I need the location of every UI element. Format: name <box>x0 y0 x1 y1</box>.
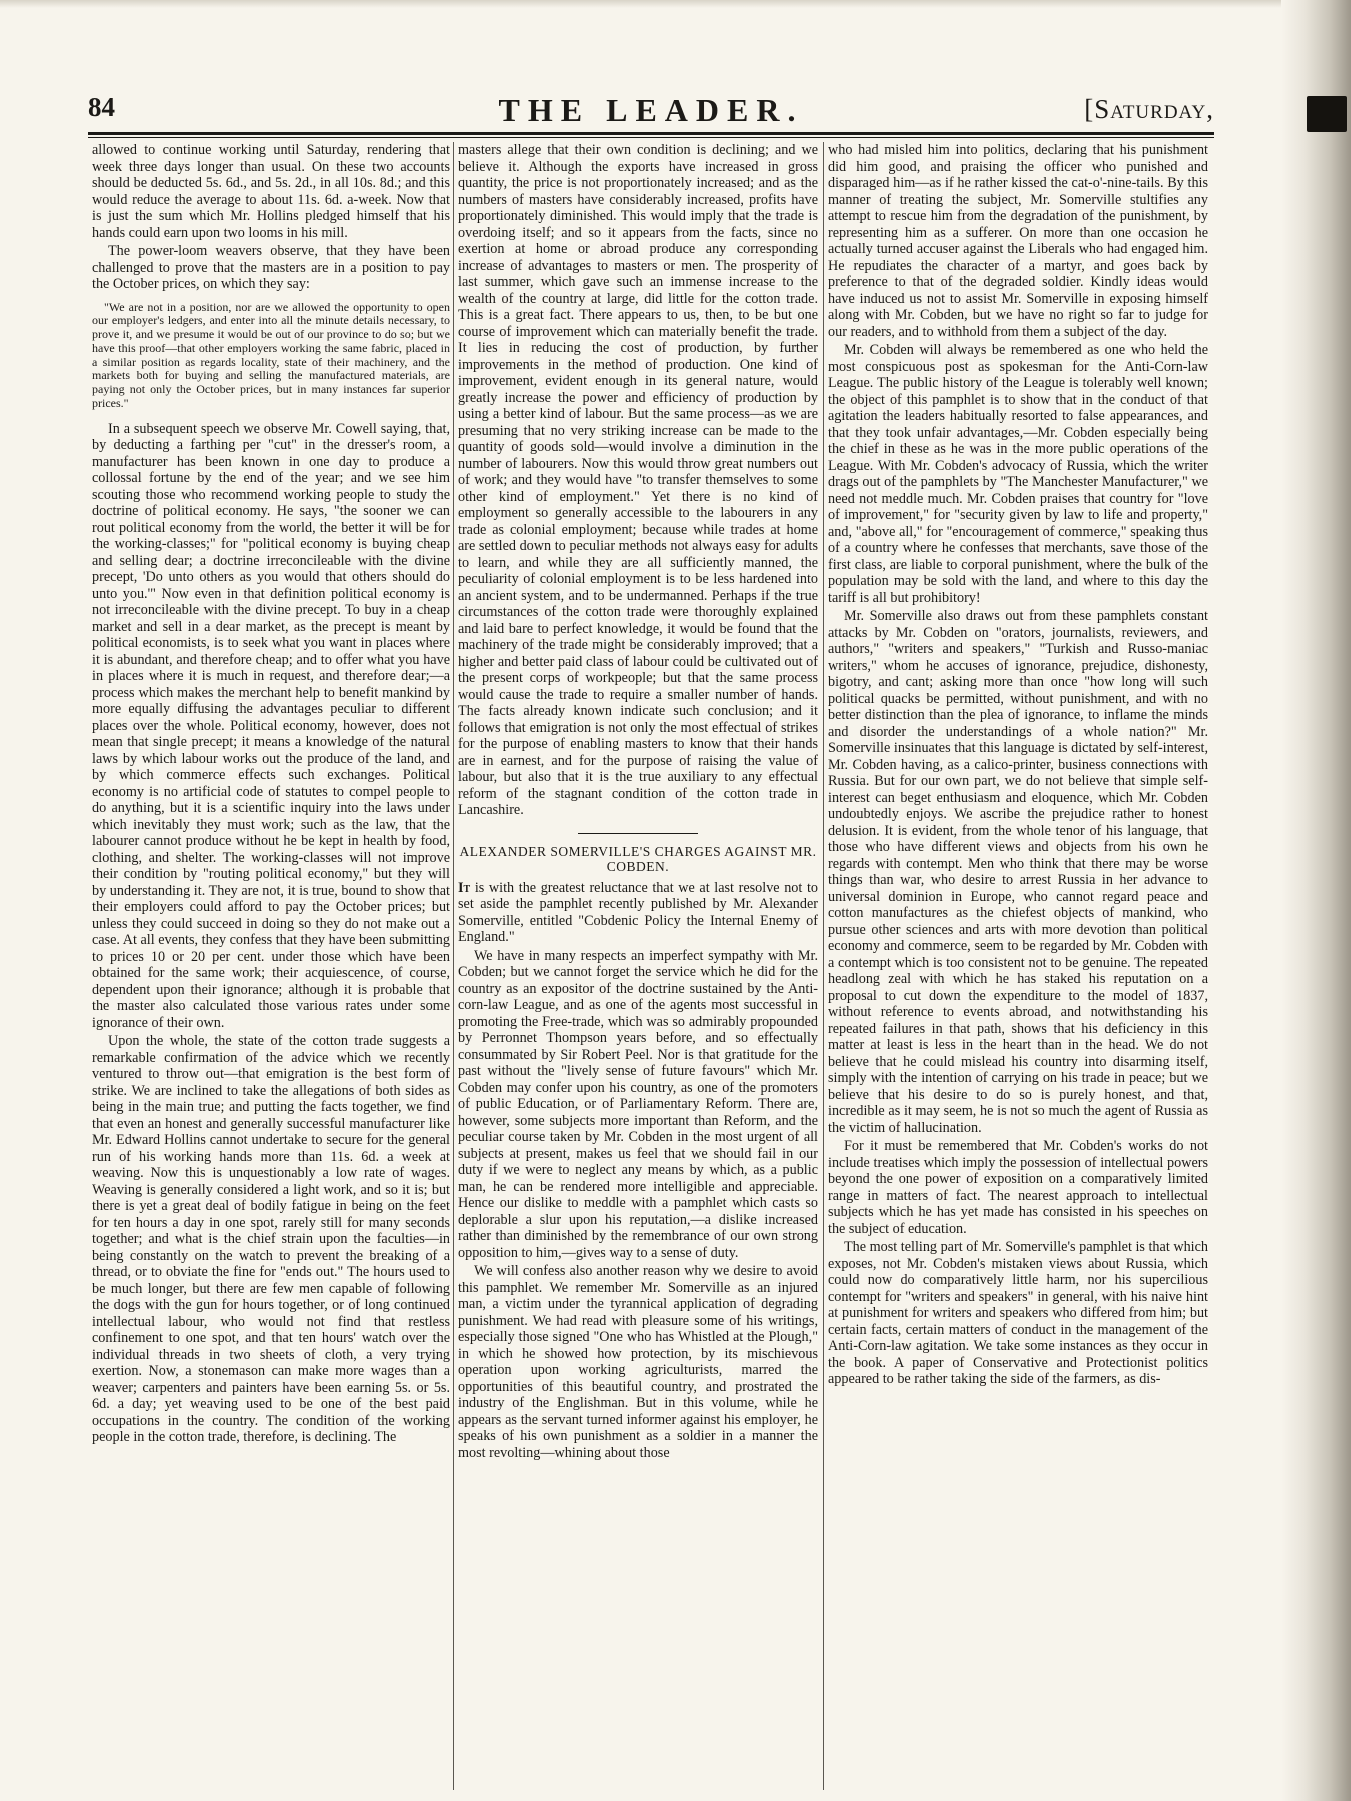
page-top-edge <box>0 0 1281 8</box>
opening-text: is with the greatest reluctance that we at last resolve not to set aside the pamphlet recently published by Mr. Alexander Somerville, entitled "Cobdenic Policy the Internal Enemy of England." <box>458 879 818 945</box>
masthead-rule <box>88 132 1214 135</box>
article-heading: ALEXANDER SOMERVILLE'S CHARGES AGAINST MR. COBDEN. <box>459 843 817 874</box>
opening-word: It <box>458 879 471 896</box>
masthead <box>88 92 1214 132</box>
paragraph: The power-loom weavers observe, that they have been challenged to prove that the masters are in a position to pay the October prices, on which they say: <box>92 243 450 292</box>
column-divider <box>823 142 824 1790</box>
binding-edge <box>1281 0 1351 1801</box>
page-number: 84 <box>88 92 115 122</box>
paragraph: allowed to continue working until Saturday, rendering that week three days longer than usual. On these two accounts should be deducted 5s. 6d., and 5s. 2d., in all 10s. 8d.; and this would reduce the average to about 11s. 6d. a-week. Now that is just the sum which Mr. Hollins pledged himself that his hands could earn upon two looms in his mill. <box>92 142 450 241</box>
column-1 <box>92 142 450 1790</box>
masthead-rule-thin <box>88 137 1214 138</box>
paragraph: In a subsequent speech we observe Mr. Cowell saying, that, by deducting a farthing per "cut" in the dresser's room, a manufacturer has been known in one day to produce a collossal fortune by the end of the year; and we see him scouting those who recommend working people to study the doctrine of political economy. He says, "the sooner we can rout political economy from the world, the better it will be for the working-classes;" for "political economy is buying cheap and selling dear; a doctrine irreconcileable with the divine precept, 'Do unto others as you would that others should do unto you.'" Now even in that definition political economy is not irreconcileable with the divine precept. To buy in a cheap market and sell in a dear market, as the precept is meant by political economists, is to seek what you want in places where it is abundant, and therefore cheap; and to offer what you have in places where it is much in request, and therefore dear;—a process which makes the merchant help to benefit mankind by more equally diffusing the advantages peculiar to different places over the whole. Political economy, however, does not mean that single precept; it means a knowledge of the natural laws by which labour works out the produce of the land, and by which commerce effects such exchanges. Political economy is no artificial code of statutes to compel people to do anything, but it is a scientific inquiry into the laws under which inevitably they must work; such as the law, that the labourer cannot produce without he be kept in health by food, clothing, and shelter. The working-classes will not improve their condition by "routing political economy," but they will by understanding it. They are not, it is true, bound to show that their employers could afford to pay the October prices; but unless they could succeed in doing so they do not make out a case. At all events, they confess that they have been submitting to prices 10 or 20 per cent. under those which have been obtained for the same work; their acquiescence, of course, dependent upon their ignorance; although it is probable that the master also calculated those various rates under some ignorance of their own. <box>92 420 450 1031</box>
paragraph: Mr. Cobden will always be remembered as one who held the most conspicuous post as spokesman for the Anti-Corn-law League. The public history of the League is tolerably well known; the object of this pamphlet is to show that in the conduct of that agitation the leaders habitually resorted to false appearances, and that they took unfair advantages,—Mr. Cobden especially being the chief in these as he was in the more public operations of the League. With Mr. Cobden's advocacy of Russia, which the writer drags out of the pamphlets by "The Manchester Manufacturer," we need not meddle much. Mr. Cobden praises that country for "love of improvement," for "security given by law to life and property," and, "above all," for "encouragement of commerce," speaking thus of a country where he confesses that merchants, save those of the first class, are liable to corporal punishment, where the bulk of the population may be sold with the land, and where to this day the tariff is all but prohibitory! <box>828 342 1208 606</box>
column-2 <box>458 142 818 1790</box>
paragraph: masters allege that their own condition is declining; and we believe it. Although the exports have increased in gross quantity, the price is not proportionately increased; and as the numbers of masters have considerably increased, profits have proportionately diminished. This would imply that the trade is overdoing itself; and so it appears from the facts, since no exertion at home or abroad produce any corresponding increase of advantages to masters or men. The prosperity of last summer, which gave such an immense increase to the wealth of the country at large, did little for the cotton trade. This is a great fact. There appears to us, then, to be but one course of improvement which can materially benefit the trade. It lies in reducing the cost of production, by further improvements in the method of production. One kind of improvement, evident enough in its general nature, would greatly increase the power and efficiency of production by using a better kind of labour. But the same process—as we are presuming that no very striking increase can be made to the quantity of goods sold—would involve a diminution in the number of labourers. Now this would throw great numbers out of work; and they would have "to transfer themselves to some other kind of employment." Yet there is no kind of employment so generally accessible to the labourers in any trade as colonial employment; because while trades at home are settled down to peculiar methods not always easy for adults to learn, and while they are all sufficiently manned, the peculiarity of colonial employment is to be less hardened into an ancient system, and to be undermanned. Perhaps if the true circumstances of the cotton trade were thoroughly explained and laid bare to perfect knowledge, it would be found that the machinery of the trade might be considerably improved; that a higher and better paid class of labour could be cultivated out of the present corps of workpeople; but that the same process would cause the trade to require a smaller number of hands. The facts already known indicate such conclusion; and it follows that emigration is not only the most effectual of strikes for the purpose of enabling masters to know that their hands are in earnest, and for the purpose of raising the value of labour, but also that it is the true auxiliary to any effectual reform of the stagnant condition of the cotton trade in Lancashire. <box>458 142 818 818</box>
paragraph: For it must be remembered that Mr. Cobden's works do not include treatises which imply the possession of intellectual powers beyond the one power of exposition on a comparatively limited range in matters of fact. The nearest approach to intellectual subjects which he has yet made has consisted in his speeches on the subject of education. <box>828 1138 1208 1237</box>
newspaper-title: THE LEADER. <box>498 92 804 128</box>
issue-date: [Saturday, <box>1084 94 1214 124</box>
paragraph: We will confess also another reason why we desire to avoid this pamphlet. We remember Mr. Somerville as an injured man, a victim under the tyrannical application of degrading punishment. We had read with pleasure some of his writings, especially those signed "One who has Whistled at the Plough," in which he showed how protection, by its mischievous operation upon working agriculturists, marred the opportunities of this beautiful country, and prostrated the industry of the Englishman. But in this volume, while he appears as the servant turned informer against his employer, he speaks of his own punishment as a soldier in a manner the most revolting—whining about those <box>458 1263 818 1461</box>
binding-mark <box>1307 96 1347 132</box>
column-divider <box>453 142 454 1790</box>
block-quote: "We are not in a position, nor are we allowed the opportunity to open our employer's ledgers, and enter into all the minute details necessary, to prove it, and we presume it would be out of our province to do so; but we have this proof—that other employers working the same fabric, placed in a similar position as regards locality, state of their machinery, and the markets both for buying and selling the manufactured materials, are paying not only the October prices, but in many instances far superior prices." <box>92 299 450 411</box>
article-opening <box>458 880 818 946</box>
paragraph: We have in many respects an imperfect sympathy with Mr. Cobden; but we cannot forget the service which he did for the country as an expositor of the doctrine sustained by the Anti-corn-law League, and as one of the agents most successful in promoting the Free-trade, which was so admirably propounded by Perronnet Thompson years before, and so effectually consummated by Sir Robert Peel. Nor is that gratitude for the past without the "lively sense of future favours" which Mr. Cobden may confer upon his country, as one of the promoters of public Education, or of Parliamentary Reform. There are, however, some subjects more important than Reform, and the peculiar course taken by Mr. Cobden in the most urgent of all subjects at present, makes us feel that we should fail in our duty if we were to neglect any means by which, as a public man, he can be rendered more intelligible and appreciable. Hence our dislike to meddle with a pamphlet which casts so deplorable a slur upon his reputation,—a dislike increased rather than diminished by the remembrance of our own strong opposition to him,—gives way to a sense of duty. <box>458 947 818 1261</box>
paragraph: Upon the whole, the state of the cotton trade suggests a remarkable confirmation of the advice which we recently ventured to throw out—that emigration is the best form of strike. We are inclined to take the allegations of both sides as being in the main true; and putting the facts together, we find that even an honest and generally successful manufacturer like Mr. Edward Hollins cannot undertake to secure for the general run of his working hands more than 11s. 6d. a week at weaving. Now this is unquestionably a low rate of wages. Weaving is generally considered a light work, and so it is; but there is yet a great deal of bodily fatigue in being on the feet for ten hours a day in one spot, rarely still for many seconds together; and what is the chief strain upon the faculties—in being constantly on the watch to prevent the breaking of a thread, or to obviate the fine for "ends out." The hours used to be much longer, but there are few men capable of following the dogs with the gun for hours together, or of long continued intellectual labour, who would not find that restless confinement to one spot, and that ten hours' watch over the individual threads in two sheets of cloth, a very trying exertion. Now, a stonemason can make more wages than a weaver; carpenters and painters have been earning 5s. or 5s. 6d. a day; yet weaving used to be one of the best paid occupations in the country. The condition of the working people in the cotton trade, therefore, is declining. The <box>92 1033 450 1446</box>
paragraph: who had misled him into politics, declaring that his punishment did him good, and praising the officer who punished and disparaged him—as if he rather kissed the cat-o'-nine-tails. By this manner of treating the subject, Mr. Somerville stultifies any attempt to rescue him from the degradation of the punishment, by representing him as a sufferer. On more than one occasion he actually turned accuser against the Liberals who had engaged him. He repudiates the character of a martyr, and goes back by preference to that of the degraded soldier. Kindly ideas would have induced us not to assist Mr. Somerville in exposing himself along with Mr. Cobden, but we have no right so far to judge for our readers, and to withhold from them a subject of the day. <box>828 142 1208 340</box>
paragraph: Mr. Somerville also draws out from these pamphlets constant attacks by Mr. Cobden on "orators, journalists, reviewers, and authors," "writers and speakers," "Turkish and Russo-maniac writers," whom he accuses of ignorance, prejudice, dishonesty, bigotry, and cant; asking more than once "how long will such political quacks be permitted, without punishment, and with no better distinction than the plea of ignorance, to inflame the minds and disorder the understandings of a whole nation?" Mr. Somerville insinuates that this language is dictated by self-interest, Mr. Cobden having, as a calico-printer, business connections with Russia. But for our own part, we do not believe that simple self-interest can beget enthusiasm and eloquence, which Mr. Cobden undoubtedly enjoys. We ascribe the prejudice rather to honest delusion. It is evident, from the whole tenor of his language, that those who have different views and objects from his own he regards with contempt. Men who think that there may be worse things than war, who desire to arrest Russia in her advance to universal dominion in Europe, who cannot regard peace and cotton manufactures as the chiefest objects of mankind, who pursue other sciences and arts with more devotion than political economy and commerce, seem to be regarded by Mr. Cobden with a contempt which is too consistent not to be genuine. The repeated headlong zeal with which he has staked his reputation on a proposal to cut down the expenditure to the model of 1837, without reference to events abroad, and notwithstanding his repeated failures in that path, shows that his deficiency in this matter at least is less in the heart than in the head. We do not believe that he could mislead his country into disarming itself, simply with the intention of carrying on his trade in peace; but we believe that his desire to do so is purely honest, and that, incredible as it may seem, he is not so much the agent of Russia as the victim of hallucination. <box>828 608 1208 1136</box>
paragraph: The most telling part of Mr. Somerville's pamphlet is that which exposes, not Mr. Cobden's mistaken views about Russia, which could now do comparatively little harm, nor his supercilious contempt for "writers and speakers" in general, with his naive hint at punishment for writers and speakers who differed from him; but certain facts, certain matters of conduct in the management of the Anti-Corn-law agitation. We take some instances as they occur in the book. A paper of Conservative and Protectionist politics appeared to be rather taking the side of the farmers, as dis- <box>828 1239 1208 1387</box>
section-divider <box>578 833 698 834</box>
column-3 <box>828 142 1208 1790</box>
